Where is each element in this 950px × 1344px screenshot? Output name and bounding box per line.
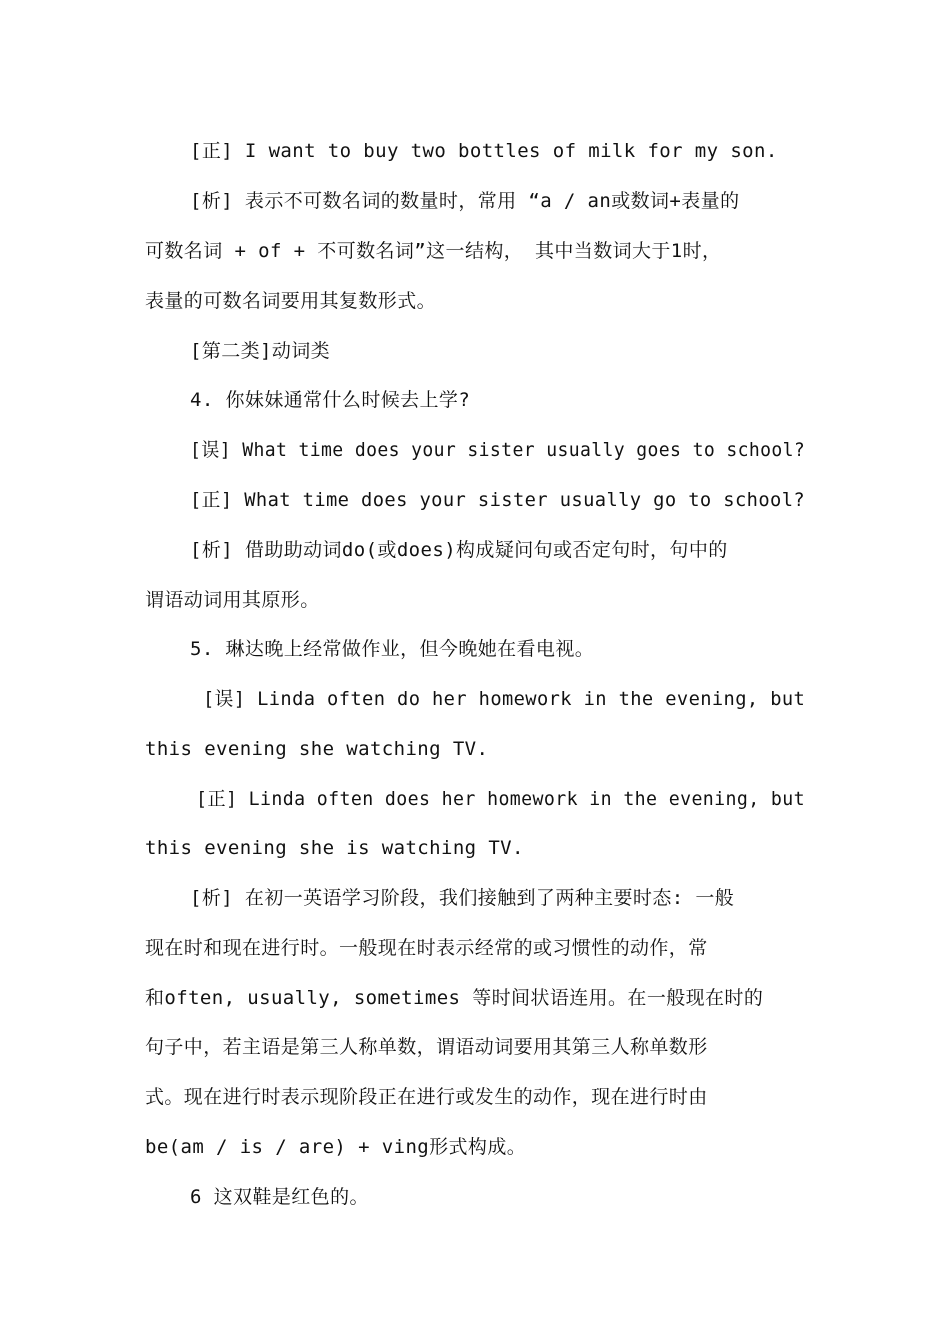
text-line: 6 这双鞋是红色的。 [190,1186,369,1208]
text-line: 5. 琳达晚上经常做作业，但今晚她在看电视。 [190,638,595,660]
text-line: 表量的可数名词要用其复数形式。 [145,290,437,312]
text-line: 可数名词 + of + 不可数名词”这一结构， 其中当数词大于1时， [145,240,722,262]
text-line: [析] 在初一英语学习阶段，我们接触到了两种主要时态: 一般 [190,887,735,909]
text-line: this evening she is watching TV. [145,837,524,859]
text-line: [正] I want to buy two bottles of milk for my son. [190,140,778,162]
text-line: [正] Linda often does her homework in the evening, but [196,788,805,810]
text-line: 现在时和现在进行时。一般现在时表示经常的或习惯性的动作，常 [145,937,708,959]
section-heading: [第二类]动词类 [190,340,331,362]
text-line: [析] 表示不可数名词的数量时，常用 “a / an或数词+表量的 [190,190,740,212]
text-line: [析] 借助助动词do(或does)构成疑问句或否定句时，句中的 [190,539,728,561]
text-line: 句子中，若主语是第三人称单数，谓语动词要用其第三人称单数形 [145,1036,708,1058]
text-line: 谓语动词用其原形。 [145,589,320,611]
text-line: [误] What time does your sister usually goes to school? [190,439,806,461]
text-line: this evening she watching TV. [145,738,489,760]
text-line: be(am / is / are) + ving形式构成。 [145,1136,527,1158]
text-line: 和often, usually, sometimes 等时间状语连用。在一般现在时的 [145,987,764,1009]
text-line: [正] What time does your sister usually go to school? [190,489,806,511]
text-line: 式。现在进行时表示现阶段正在进行或发生的动作，现在进行时由 [145,1086,708,1108]
text-line: 4. 你妹妹通常什么时候去上学? [190,389,471,411]
text-line: [误] Linda often do her homework in the evening, but [203,688,806,710]
